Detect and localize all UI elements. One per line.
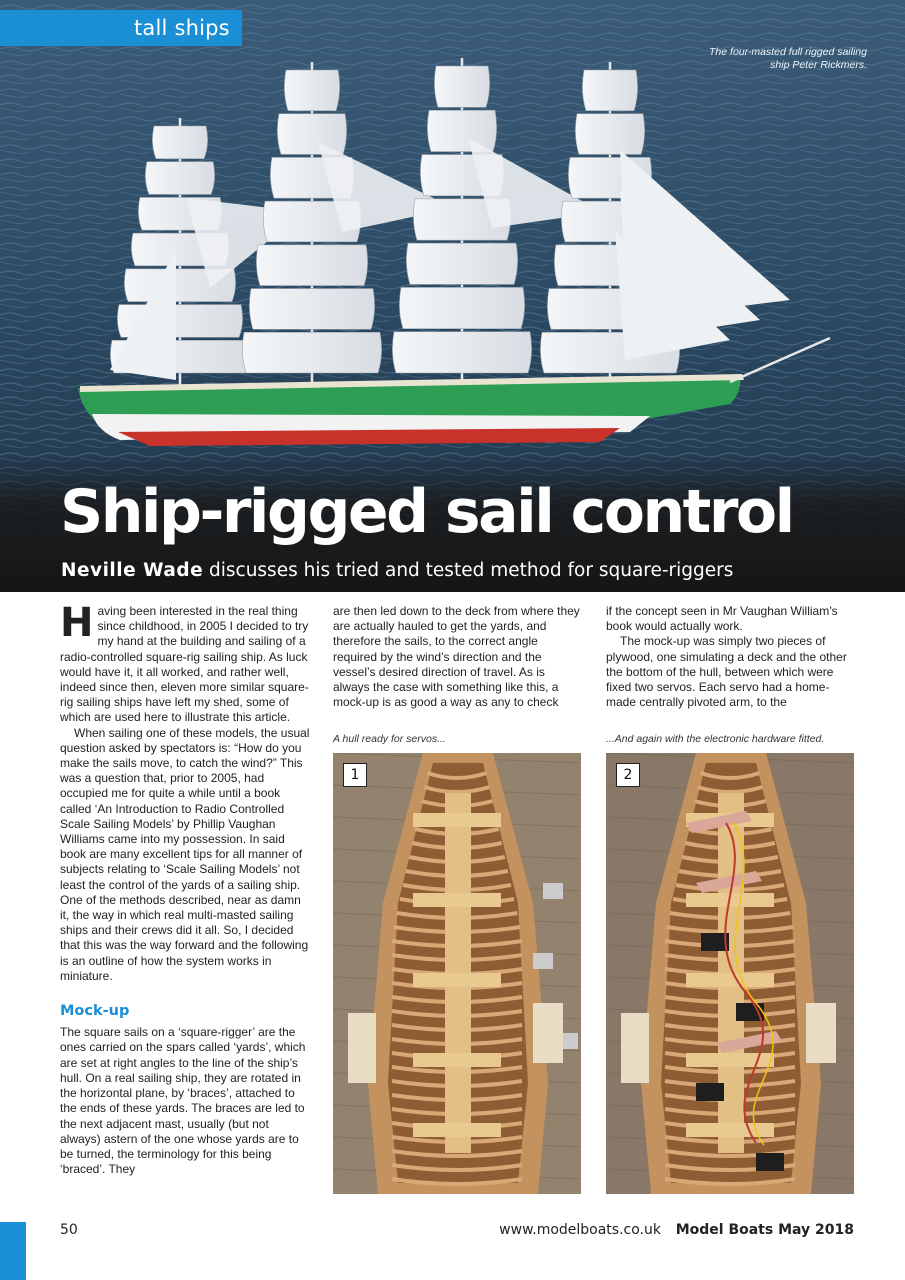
photo-caption-2: ...And again with the electronic hardware fitted. <box>606 733 825 745</box>
paragraph <box>60 600 310 726</box>
footer-url: www.modelboats.co.uk <box>499 1222 661 1238</box>
page-number: 50 <box>60 1222 78 1238</box>
hull-image <box>606 753 854 1194</box>
hull-image <box>333 753 581 1194</box>
paragraph: The mock-up was simply two pieces of plywood, one simulating a deck and the other the bottom of the hull, between which were fixed two servos. Each servo had a home-made centrally pivoted arm, to the <box>606 634 847 710</box>
section-tab: tall ships <box>0 10 242 46</box>
standfirst-text: discusses his tried and tested method for square-riggers <box>203 560 734 581</box>
paragraph: if the concept seen in Mr Vaughan William’s book would actually work. <box>606 604 838 634</box>
footer-accent-bar <box>0 1222 26 1280</box>
standfirst <box>61 558 733 584</box>
paragraph: When sailing one of these models, the usual question asked by spectators is: “How do you make the sails move, to catch the wind?” This was a question that, prior to 2005, had occupied me for quite a while until a book called ‘An Introduction to Radio Controlled Scale Sailing Models’ by Phillip Vaughan Williams came into my possession. In said book are many excellent tips for all manner of subjects relating to ‘Scale Sailing Models’ not least the control of the yards of a sailing ship. One of the methods described, near as damn it, the way in which real multi-masted sailing ships and their crews did it all. So, I decided that this was the way forward and the following is an outline of how the system works in miniature. <box>60 725 310 983</box>
article-column-2 <box>333 604 581 710</box>
photo-number-badge: 2 <box>616 763 640 787</box>
hero-photo <box>0 0 905 592</box>
article-column-3 <box>606 604 855 710</box>
paragraph: are then led down to the deck from where they are actually hauled to get the yards, and therefore the sails, to the correct angle required by the wind’s direction and the vessel’s desired direction of travel. As is always the case with something like this, a mock-up is as good a way as any to check <box>333 604 580 710</box>
author-name: Neville Wade <box>61 560 204 581</box>
photo-caption-1: A hull ready for servos... <box>333 733 446 745</box>
article-column-1 <box>60 600 310 1177</box>
photo-number-badge: 1 <box>343 763 367 787</box>
hull-photo-2 <box>606 753 854 1194</box>
hero-caption: The four-masted full rigged sailing ship Peter Rickmers. <box>709 46 867 71</box>
drop-cap: H <box>60 600 94 646</box>
paragraph-text: aving been interested in the real thing since childhood, in 2005 I decided to try my hand at the building and sailing of a radio-controlled square-rig sailing ship. As luck would have it, it all worked, and rather well, indeed since then, eleven more similar square-rig sailing ships have left my shed, some of which are used here to illustrate this article. <box>60 604 309 725</box>
subheading: Mock-up <box>60 1003 130 1020</box>
footer-magazine: Model Boats May 2018 <box>675 1222 854 1238</box>
hull-photo-1 <box>333 753 581 1194</box>
headline: Ship-rigged sail control <box>60 477 793 547</box>
paragraph: The square sails on a ‘square-rigger’ are the ones carried on the spars called ‘yards’, which are set at right angles to the line of the ship’s hull. On a real sailing ship, they are rotated in the horizontal plane, by ‘braces’, attached to the ends of these yards. The braces are led to the next adjacent mast, usually (but not always) astern of the one whose yards are to be turned, the terminology for this being ‘braced’. They <box>60 1025 306 1177</box>
